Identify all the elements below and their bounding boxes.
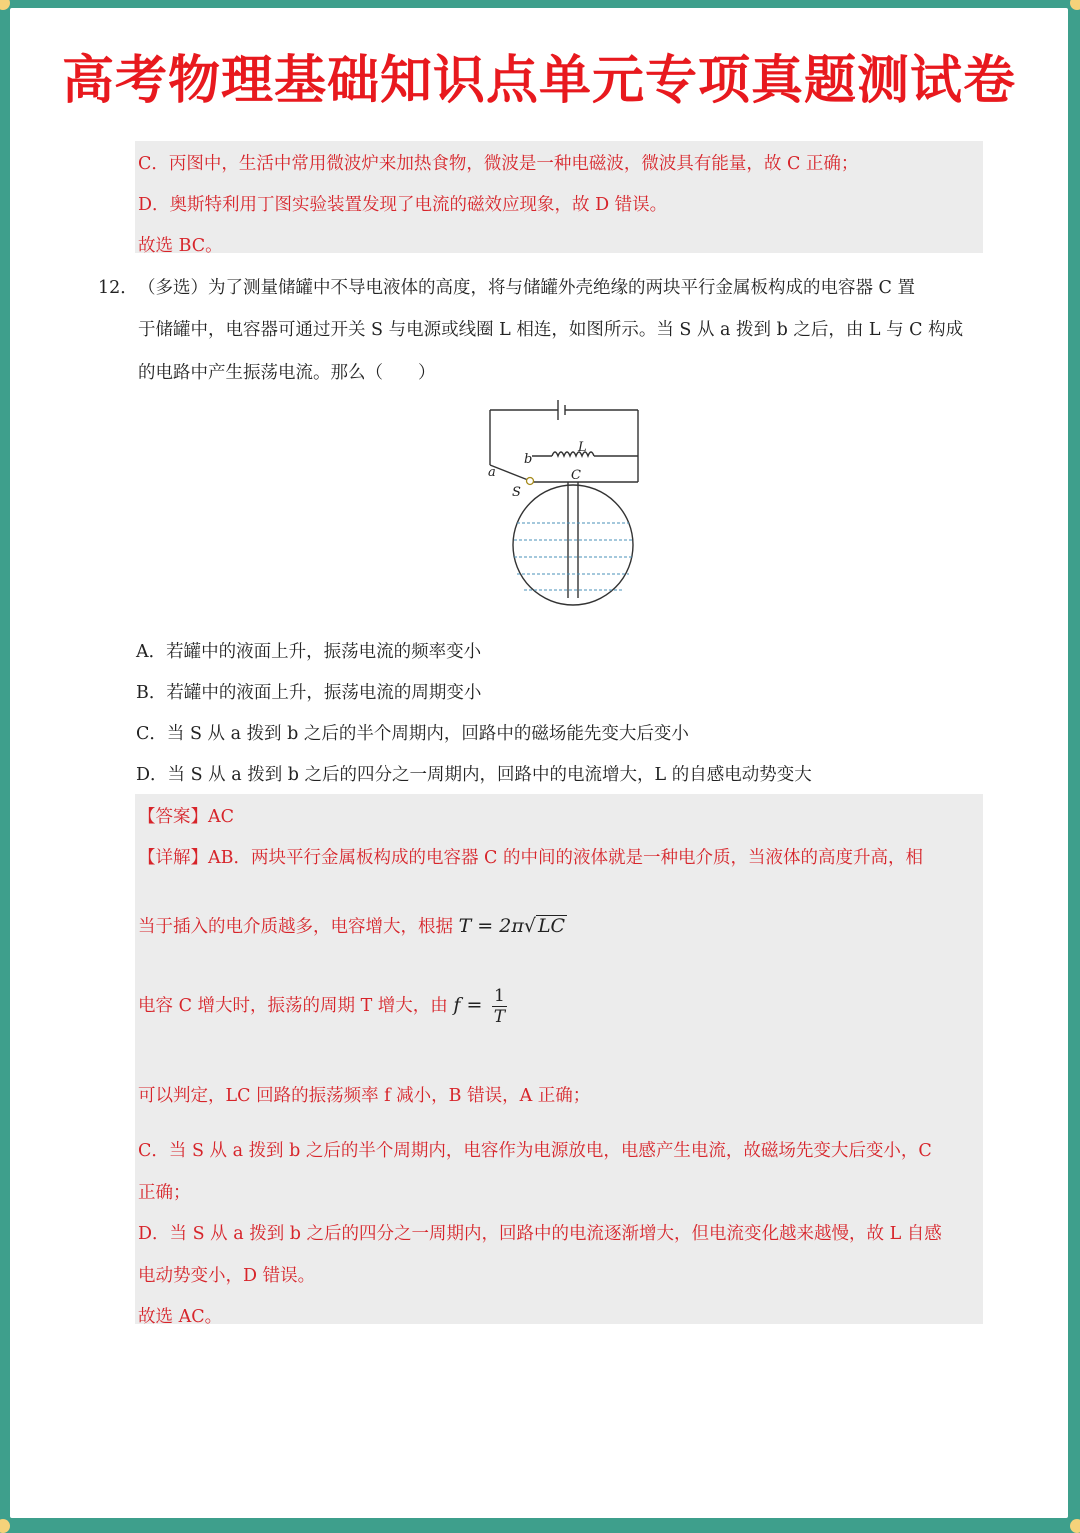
formula-f-prefix: f = (453, 994, 483, 1016)
option-b: B．若罐中的液面上升，振荡电流的周期变小 (136, 683, 482, 703)
detail-line-7: D．当 S 从 a 拨到 b 之后的四分之一周期内，回路中的电流逐渐增大，但电流变化越来越慢，故 L 自感 (138, 1224, 942, 1244)
question-line-3: 的电路中产生振荡电流。那么（ ） (138, 363, 436, 383)
formula-period: T = 2π√ LC (458, 915, 566, 937)
document-page (10, 8, 1068, 1518)
detail-line-3-row (138, 986, 507, 1027)
label-a: a (488, 465, 496, 480)
detail-line-2: 当于插入的电介质越多，电容增大，根据 (138, 917, 453, 937)
question-line-2: 于储罐中，电容器可通过开关 S 与电源或线圈 L 相连，如图所示。当 S 从 a 拨到 b 之后，由 L 与 C 构成 (138, 320, 964, 340)
fraction-denominator: T (493, 1007, 506, 1027)
prev-answer-final: 故选 BC。 (138, 236, 223, 256)
prev-answer-c: C．丙图中，生活中常用微波炉来加热食物，微波是一种电磁波，微波具有能量，故 C 正确； (138, 154, 859, 174)
corner-dot-br (1070, 1519, 1080, 1533)
detail-line-3: 电容 C 增大时，振荡的周期 T 增大，由 (138, 996, 448, 1016)
answer-line: 【答案】AC (138, 807, 235, 827)
option-a: A．若罐中的液面上升，振荡电流的频率变小 (136, 642, 482, 662)
question-number: 12． (98, 278, 138, 298)
detail-line-1: 【详解】AB．两块平行金属板构成的电容器 C 的中间的液体就是一种电介质，当液体的高度升高，相 (138, 848, 924, 868)
label-b: b (524, 452, 533, 467)
answer-final: 故选 AC。 (138, 1307, 223, 1327)
corner-dot-bl (0, 1519, 10, 1533)
switch-contact (527, 478, 534, 485)
detail-line-6: 正确； (138, 1183, 191, 1203)
option-d: D．当 S 从 a 拨到 b 之后的四分之一周期内，回路中的电流增大，L 的自感电动势变大 (136, 765, 812, 785)
prev-answer-d: D．奥斯特利用丁图实验装置发现了电流的磁效应现象，故 D 错误。 (138, 195, 668, 215)
detail-line-5: C．当 S 从 a 拨到 b 之后的半个周期内，电容作为电源放电，电感产生电流，故磁场先变大后变小，C (138, 1141, 932, 1161)
label-L: L (578, 440, 587, 455)
formula-sqrt-LC: LC (537, 915, 566, 937)
corner-dot-tr (1070, 0, 1080, 10)
option-c: C．当 S 从 a 拨到 b 之后的半个周期内，回路中的磁场能先变大后变小 (136, 724, 689, 744)
label-C: C (571, 468, 581, 483)
label-S: S (512, 485, 521, 500)
fraction-numerator: 1 (493, 986, 505, 1006)
formula-T-prefix: T = 2π (458, 915, 524, 937)
page-title: 高考物理基础知识点单元专项真题测试卷 (61, 51, 1016, 111)
formula-fraction (492, 986, 507, 1027)
circuit-diagram (470, 393, 670, 608)
detail-line-8: 电动势变小，D 错误。 (138, 1266, 316, 1286)
detail-line-4: 可以判定，LC 回路的振荡频率 f 减小，B 错误，A 正确； (138, 1086, 591, 1106)
detail-line-2-row (138, 913, 567, 938)
question-line-1: （多选）为了测量储罐中不导电液体的高度，将与储罐外壳绝缘的两块平行金属板构成的电容器 C 置 (138, 278, 916, 298)
corner-dot-tl (0, 0, 10, 10)
